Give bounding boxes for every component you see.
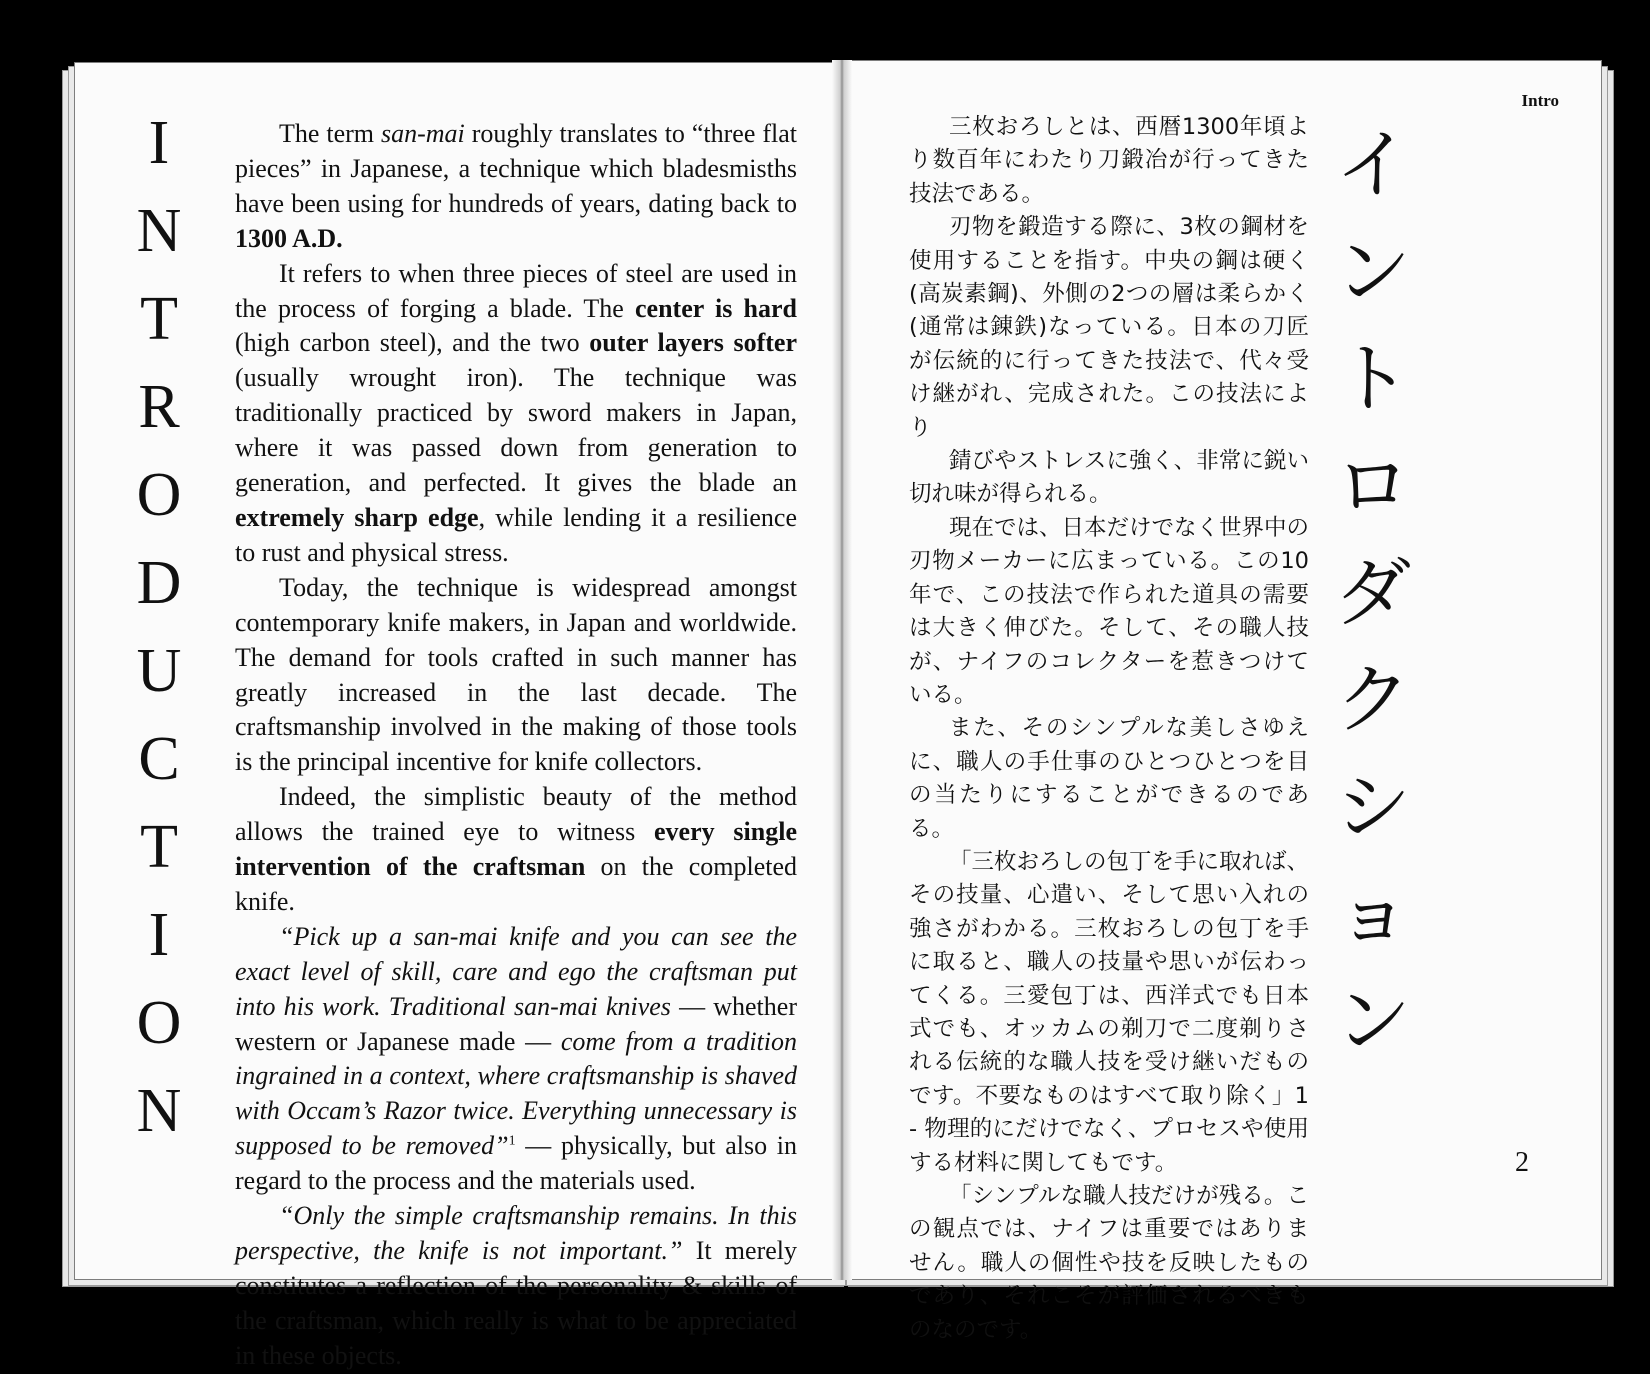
paragraph	[235, 257, 797, 571]
paragraph	[235, 920, 797, 1199]
left-page	[74, 62, 844, 1370]
paragraph: 現在では、日本だけでなく世界中の刃物メーカーに広まっている。この10年で、この技法で作られた道具の需要は大きく伸びた。そして、その職人技が、ナイフのコレクターを惹きつけている。	[909, 514, 1310, 708]
paragraph	[235, 1199, 797, 1374]
katakana-title-letter: ロ	[1335, 441, 1411, 530]
bold-text: center is hard	[635, 293, 797, 323]
katakana-title-letter: ョ	[1335, 869, 1411, 958]
paragraph	[235, 780, 797, 920]
paragraph: 「三枚おろしの包丁を手に取れば、その技量、心遣い、そして思い入れの強さがわかる。三枚おろしの包丁を手に取ると、職人の技量や思いが伝わってくる。三愛包丁は、西洋式でも日本式でも、オッカムの剃刀で二度剃りされる伝統的な職人技を受け継いだものです。不要なものはすべて取り除く」1 - 物理的にだけでなく、プロセスや使用する材料に関してもです。	[909, 848, 1310, 1176]
katakana-title-letter: イ	[1335, 120, 1411, 209]
text-run: (usually wrought iron). The technique was traditionally practiced by sword makers in Japan, where it was passed down from generation to generation, and perfected. It gives the blade an	[235, 363, 797, 498]
italic-text: san-mai	[380, 119, 465, 148]
paragraph	[235, 117, 797, 257]
title-letter: C	[138, 725, 180, 793]
text-run: — physically, but also in regard to the process and the materials used.	[235, 1131, 797, 1196]
book-gutter	[832, 60, 852, 1280]
text-run: — whether western or Japanese made —	[235, 991, 797, 1056]
title-letter: N	[136, 197, 182, 265]
paragraph: また、そのシンプルな美しさゆえに、職人の手仕事のひとつひとつを目の当たりにすることができるのである。	[909, 715, 1309, 842]
title-letter: U	[136, 637, 182, 705]
italic-text: “Pick up a san-mai knife and you can see the exact level of skill, care and ego the craftsman put into his work. Traditional san-mai knives	[235, 921, 797, 1021]
english-body-text	[235, 117, 797, 1374]
text-run: (high carbon steel), and the two	[235, 328, 590, 358]
section-label: Intro	[1521, 91, 1559, 110]
paragraph	[235, 571, 797, 780]
katakana-title-letter: ン	[1335, 976, 1411, 1065]
japanese-body-text	[909, 111, 1309, 1347]
title-letter: R	[138, 373, 180, 441]
katakana-title-letter: ト	[1335, 334, 1411, 423]
title-letter: I	[148, 109, 170, 177]
text-run: The term	[279, 119, 381, 148]
katakana-title-letter: ク	[1335, 655, 1411, 744]
bold-text: outer layers softer	[589, 328, 798, 358]
title-letter: T	[140, 813, 178, 881]
footnote-marker: 1	[508, 1133, 516, 1149]
page-number: 2	[1515, 1147, 1529, 1178]
text-run: on the completed knife.	[235, 852, 797, 916]
text-run: Today, the technique is widespread amongst contemporary knife makers, in Japan and worldwide. The demand for tools crafted in such manner has greatly increased in the last decade. The craftsmanship involved in the making of those tools is the principal incentive for knife collectors.	[235, 572, 797, 777]
vertical-title-introduction	[119, 99, 199, 1155]
italic-text: come from a tradition ingrained in a context, where craftsmanship is shaved with Occam’s Razor twice. Everything unnecessary is supposed to be removed”	[235, 1026, 797, 1161]
katakana-title-letter: ダ	[1335, 548, 1411, 637]
paragraph: 錆びやストレスに強く、非常に鋭い切れ味が得られる。	[909, 448, 1309, 508]
title-letter: I	[148, 901, 170, 969]
katakana-title-letter: シ	[1335, 762, 1411, 851]
text-run: Indeed, the simplistic beauty of the method allows the trained eye to witness	[235, 782, 797, 847]
right-page	[842, 60, 1602, 1343]
text-run: , while lending it a resilience to rust and physical stress.	[235, 502, 797, 567]
title-letter: O	[136, 989, 182, 1057]
paragraph: 「シンプルな職人技だけが残る。この観点では、ナイフは重要ではありません。職人の個性や技を反映したものであり、それこそが評価されるべきものなのです。	[909, 1183, 1309, 1343]
paragraph: 刃物を鍛造する際に、3枚の鋼材を使用することを指す。中央の鋼は硬く(高炭素鋼)、外側の2つの層は柔らかく(通常は錬鉄)なっている。日本の刀匠が伝統的に行ってきた技法で、代々受け継がれ、完成された。この技法により	[909, 214, 1309, 441]
vertical-title-katakana	[1313, 111, 1433, 1074]
title-letter: O	[136, 461, 182, 529]
title-letter: N	[136, 1077, 182, 1145]
title-letter: D	[136, 549, 182, 617]
bold-text: 1300 A.D.	[235, 223, 343, 253]
text-run: It refers to when three pieces of steel are used in the process of forging a blade. The	[235, 258, 797, 323]
title-letter: T	[140, 285, 178, 353]
katakana-title-letter: ン	[1335, 227, 1411, 316]
text-run: It merely constitutes a reflection of the personality & skills of the craftsman, which really is what to be appreciated in these objects.	[235, 1236, 797, 1370]
text-run: roughly translates to “three flat pieces” in Japanese, a technique which bladesmisths have been using for hundreds of years, dating back to	[235, 119, 797, 218]
bold-text: every single intervention of the craftsman	[235, 817, 797, 882]
paragraph: 三枚おろしとは、西暦1300年頃より数百年にわたり刀鍛冶が行ってきた技法である。	[909, 114, 1309, 207]
italic-text: “Only the simple craftsmanship remains. In this perspective, the knife is not important.”	[235, 1201, 797, 1265]
bold-text: extremely sharp edge	[235, 502, 479, 532]
